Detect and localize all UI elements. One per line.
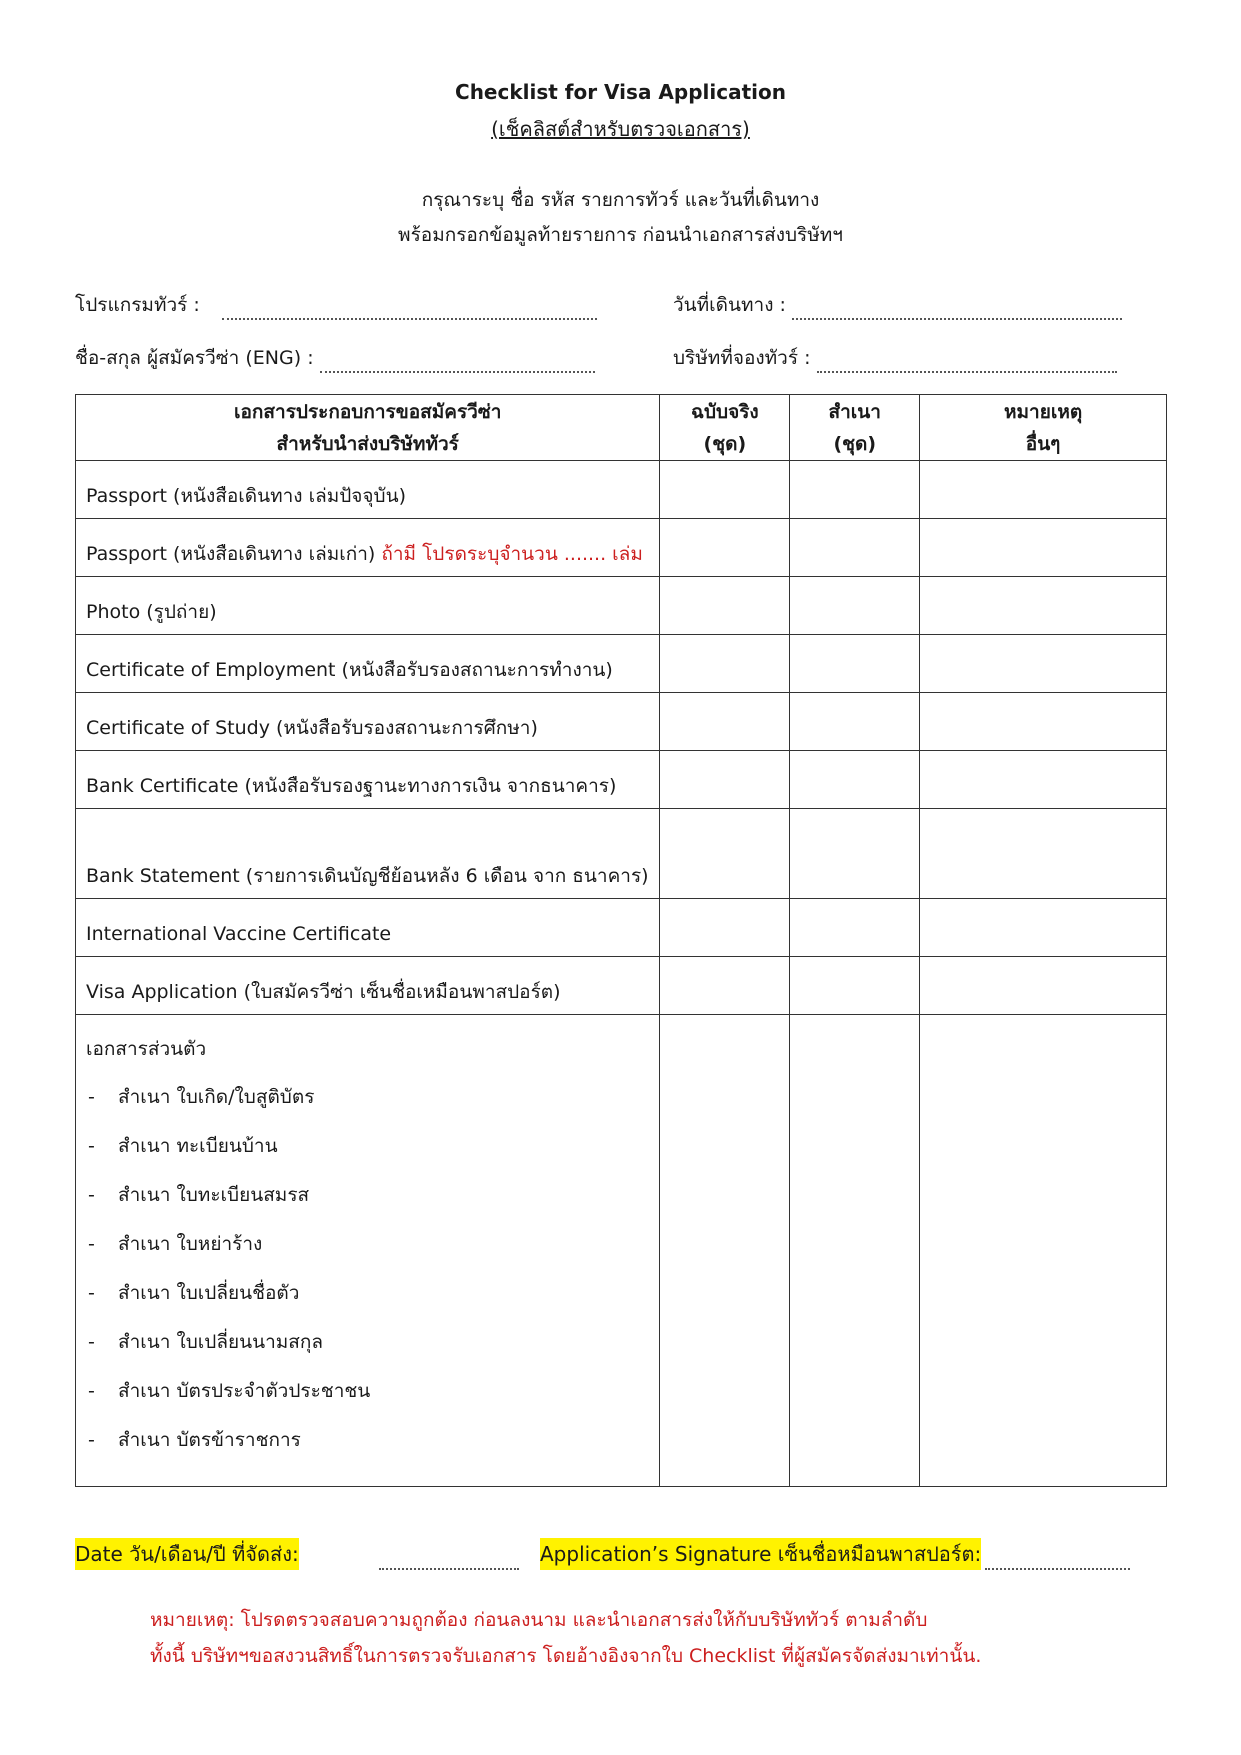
original-count-cell[interactable]	[660, 461, 790, 519]
copy-count-cell[interactable]	[790, 809, 920, 899]
doc-vaccine-cert: International Vaccine Certificate	[76, 899, 660, 957]
copy-count-cell[interactable]	[790, 1015, 920, 1487]
copy-count-cell[interactable]	[790, 635, 920, 693]
table-row	[76, 577, 1167, 635]
header-documents: เอกสารประกอบการขอสมัครวีซ่า สำหรับนำส่งบริษัททัวร์	[76, 395, 660, 461]
remark-cell[interactable]	[920, 809, 1167, 899]
doc-employment-cert: Certificate of Employment (หนังสือรับรองสถานะการทำงาน)	[76, 635, 660, 693]
passport-old-count-note: ถ้ามี โปรดระบุจำนวน ....... เล่ม	[381, 543, 643, 565]
signature-field[interactable]	[540, 1538, 1130, 1570]
copy-count-cell[interactable]	[790, 519, 920, 577]
copy-count-cell[interactable]	[790, 751, 920, 809]
table-row-personal-docs	[76, 1015, 1167, 1487]
travel-date-label: วันที่เดินทาง :	[673, 294, 786, 316]
remark-cell[interactable]	[920, 1015, 1167, 1487]
list-item: - สำเนา ใบหย่าร้าง	[88, 1233, 263, 1255]
tour-program-label: โปรแกรมทัวร์ :	[75, 294, 200, 316]
table-header-row	[76, 395, 1167, 461]
header-original: ฉบับจริง (ชุด)	[660, 395, 790, 461]
remark-cell[interactable]	[920, 577, 1167, 635]
header-remark: หมายเหตุ อื่นๆ	[920, 395, 1167, 461]
table-row	[76, 519, 1167, 577]
doc-bank-cert: Bank Certificate (หนังสือรับรองฐานะทางการเงิน จากธนาคาร)	[76, 751, 660, 809]
personal-docs-list	[86, 1073, 649, 1465]
date-field[interactable]	[75, 1538, 519, 1570]
original-count-cell[interactable]	[660, 635, 790, 693]
remark-cell[interactable]	[920, 899, 1167, 957]
instruction-line-1: กรุณาระบุ ชื่อ รหัส รายการทัวร์ และวันที่เดินทาง	[421, 189, 820, 211]
copy-count-cell[interactable]	[790, 461, 920, 519]
copy-count-cell[interactable]	[790, 693, 920, 751]
tour-program-field[interactable]	[75, 290, 597, 320]
date-input-line[interactable]	[379, 1550, 519, 1570]
personal-docs-heading: เอกสารส่วนตัว	[86, 1038, 207, 1060]
table-row	[76, 899, 1167, 957]
travel-date-field[interactable]	[673, 290, 1122, 320]
list-item: - สำเนา บัตรข้าราชการ	[88, 1429, 301, 1451]
original-count-cell[interactable]	[660, 577, 790, 635]
list-item: - สำเนา ใบเปลี่ยนชื่อตัว	[88, 1282, 300, 1304]
note-line-2: ทั้งนี้ บริษัทฯขอสงวนสิทธิ์ในการตรวจรับเอกสาร โดยอ้างอิงจากใบ Checklist ที่ผู้สมัครจัดส่งมาเท่านั้น.	[150, 1645, 982, 1667]
checklist-table	[75, 394, 1167, 1487]
copy-count-cell[interactable]	[790, 899, 920, 957]
doc-passport-current: Passport (หนังสือเดินทาง เล่มปัจจุบัน)	[76, 461, 660, 519]
remark-cell[interactable]	[920, 957, 1167, 1015]
table-row	[76, 957, 1167, 1015]
instruction-line-2: พร้อมกรอกข้อมูลท้ายรายการ ก่อนนำเอกสารส่งบริษัทฯ	[398, 224, 843, 246]
list-item: - สำเนา ใบทะเบียนสมรส	[88, 1184, 310, 1206]
table-row	[76, 461, 1167, 519]
table-row	[76, 809, 1167, 899]
doc-visa-application: Visa Application (ใบสมัครวีซ่า เซ็นชื่อเหมือนพาสปอร์ต)	[76, 957, 660, 1015]
copy-count-cell[interactable]	[790, 577, 920, 635]
remark-cell[interactable]	[920, 635, 1167, 693]
remark-cell[interactable]	[920, 519, 1167, 577]
original-count-cell[interactable]	[660, 751, 790, 809]
original-count-cell[interactable]	[660, 1015, 790, 1487]
note-line-1: หมายเหตุ: โปรดตรวจสอบความถูกต้อง ก่อนลงนาม และนำเอกสารส่งให้กับบริษัททัวร์ ตามลำดับ	[150, 1609, 928, 1631]
doc-personal-documents	[76, 1015, 660, 1487]
booking-company-field[interactable]	[673, 343, 1117, 373]
table-row	[76, 635, 1167, 693]
date-label: Date วัน/เดือน/ปี ที่จัดส่ง:	[75, 1538, 299, 1570]
doc-passport-old: Passport (หนังสือเดินทาง เล่มเก่า) ถ้ามี โปรดระบุจำนวน ....... เล่ม	[76, 519, 660, 577]
applicant-name-field[interactable]	[75, 343, 595, 373]
signature-label: Application’s Signature เซ็นชื่อหมือนพาสปอร์ต:	[540, 1538, 981, 1570]
table-row	[76, 693, 1167, 751]
table-row	[76, 751, 1167, 809]
doc-study-cert: Certificate of Study (หนังสือรับรองสถานะการศึกษา)	[76, 693, 660, 751]
remark-cell[interactable]	[920, 693, 1167, 751]
doc-photo: Photo (รูปถ่าย)	[76, 577, 660, 635]
applicant-name-label: ชื่อ-สกุล ผู้สมัครวีซ่า (ENG) :	[75, 347, 314, 369]
original-count-cell[interactable]	[660, 693, 790, 751]
signature-input-line[interactable]	[985, 1550, 1130, 1570]
tour-program-input-line[interactable]	[222, 300, 597, 320]
original-count-cell[interactable]	[660, 957, 790, 1015]
original-count-cell[interactable]	[660, 519, 790, 577]
booking-company-input-line[interactable]	[817, 353, 1117, 373]
document-subtitle: (เช็คลิสต์สำหรับตรวจเอกสาร)	[491, 117, 750, 141]
doc-bank-statement: Bank Statement (รายการเดินบัญชีย้อนหลัง 6 เดือน จาก ธนาคาร)	[76, 809, 660, 899]
list-item: - สำเนา ทะเบียนบ้าน	[88, 1135, 278, 1157]
remark-cell[interactable]	[920, 461, 1167, 519]
list-item: - สำเนา ใบเปลี่ยนนามสกุล	[88, 1331, 324, 1353]
header-copy: สำเนา (ชุด)	[790, 395, 920, 461]
booking-company-label: บริษัทที่จองทัวร์ :	[673, 347, 811, 369]
list-item: - สำเนา ใบเกิด/ใบสูติบัตร	[88, 1086, 315, 1108]
original-count-cell[interactable]	[660, 899, 790, 957]
copy-count-cell[interactable]	[790, 957, 920, 1015]
list-item: - สำเนา บัตรประจำตัวประชาชน	[88, 1380, 371, 1402]
original-count-cell[interactable]	[660, 809, 790, 899]
applicant-name-input-line[interactable]	[320, 353, 595, 373]
remark-cell[interactable]	[920, 751, 1167, 809]
travel-date-input-line[interactable]	[792, 300, 1122, 320]
document-title: Checklist for Visa Application	[455, 80, 786, 104]
